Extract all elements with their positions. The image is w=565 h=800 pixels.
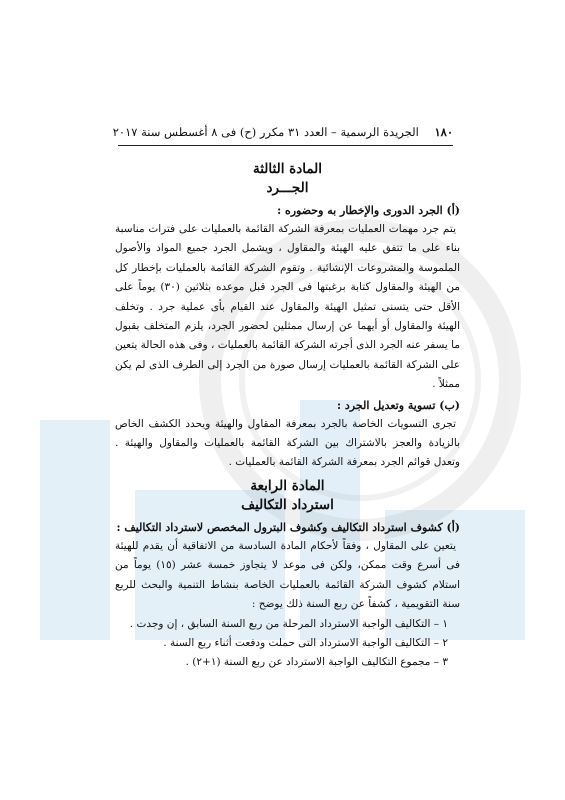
article4-title: المادة الرابعة [250, 477, 325, 494]
page-header [112, 125, 453, 146]
article3-heading-b: (ب) تسوية وتعديل الجرد : [337, 398, 460, 412]
list-item: ١ – التكاليف الواجبة الاسترداد المرحلة من ربع السنة السابق ، إن وجدت . [129, 617, 448, 630]
page-number: ١٨٠ [434, 125, 453, 139]
article3-heading-a: (أ) الجرد الدورى والإخطار به وحضوره : [277, 204, 460, 217]
article3-paragraph-b: تجرى التسويات الخاصة بالجرد بمعرفة المقاول والهيئة ويحدد الكشف الخاص بالزيادة والعجز بالاشتراك بين الشركة القائمة بالعمليات والمقاول والهيئة . وتعدل قوائم الجرد بمعرفة الشركة القائمة بالعمليات . [115, 417, 460, 469]
list-item: ٣ – مجموع التكاليف الواجبة الاسترداد عن ربع السنة (١+٢) . [185, 656, 448, 669]
article3-paragraph-a: يتم جرد مهمات العمليات بمعرفة الشركة القائمة بالعمليات على فترات مناسبة بناء على ما تتفق عليه الهيئة والمقاول ، ويشمل الجرد جميع المواد والأصول الملموسة والمشروعات الإنشائية . وتقوم الشركة القائمة بالعمليات بإخطار كل من الهيئة والمقاول كتابة برغبتها فى الجرد قبل موعده بثلاثين (٣٠) يوماً على الأقل حتى يتسنى تمثيل الهيئة والمقاول عند القيام بأى عملية جرد . وتخلف الهيئة والمقاول أو أيهما عن إرسال ممثلين لحضور الجرد، يلزم المتخلف بقبول ما يسفر عنه الجرد الذى أجرته الشركة القائمة بالعمليات ، وفى هذه الحالة يتعين على الشركة القائمة بالعمليات إرسال صورة من الجرد إلى الطرف الذى لم يكن ممثلاً . [115, 223, 460, 391]
page-body [115, 160, 460, 673]
header-text: الجريدة الرسمية – العدد ٣١ مكرر (ح) فى ٨ أغسطس سنة ٢٠١٧ [112, 125, 419, 139]
article4-heading-a: (أ) كشوف استرداد التكاليف وكشوف البترول المخصص لاسترداد التكاليف : [116, 520, 460, 534]
article4-paragraph-a: يتعين على المقاول ، وفقاً لأحكام المادة السادسة من الاتفاقية أن يقدم للهيئة فى أسرع وقت ممكن، ولكن فى موعد لا يتجاوز خمسة عشر (١٥) يوماً من استلام كشوف الشركة القائمة بالعمليات الخاصة بنشاط التنمية والبحث للربع سنة التقويمية ، كشفاً عن ربع السنة ذلك يوضح : [115, 539, 460, 611]
list-item: ٢ – التكاليف الواجبة الاسترداد التى حملت ودفعت أثناء ربع السنة . [163, 636, 448, 649]
article3-title: المادة الثالثة [252, 161, 323, 177]
article3-subtitle: الجـــرد [266, 180, 309, 196]
article4-subtitle: استرداد التكاليف [241, 496, 334, 513]
